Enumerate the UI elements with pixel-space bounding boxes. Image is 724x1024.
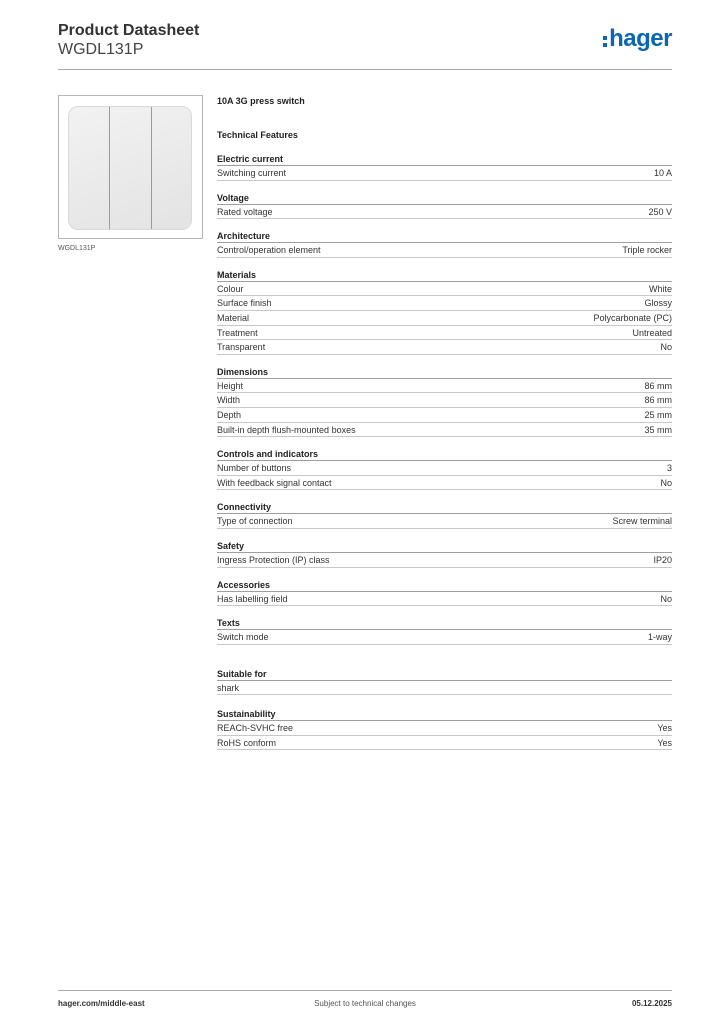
spec-label: Type of connection bbox=[217, 516, 293, 527]
spec-value: 250 V bbox=[648, 206, 672, 217]
spec-row bbox=[217, 630, 672, 645]
spec-row bbox=[217, 408, 672, 423]
product-code: WGDL131P bbox=[58, 41, 144, 58]
image-caption: WGDL131P bbox=[58, 245, 96, 252]
spec-label: RoHS conform bbox=[217, 737, 277, 748]
product-name: 10A 3G press switch bbox=[217, 96, 305, 106]
document-title: Product Datasheet bbox=[58, 22, 200, 39]
spec-sections bbox=[217, 152, 672, 750]
spec-label: Width bbox=[217, 395, 241, 406]
spec-row bbox=[217, 476, 672, 491]
spec-value: Screw terminal bbox=[612, 516, 672, 527]
section-title: Voltage bbox=[217, 191, 672, 205]
spec-label: Control/operation element bbox=[217, 245, 321, 256]
spec-value: Glossy bbox=[644, 298, 672, 309]
spec-value: No bbox=[660, 342, 672, 353]
spec-label: Switch mode bbox=[217, 632, 269, 643]
product-image bbox=[58, 95, 203, 239]
spec-value: IP20 bbox=[653, 554, 672, 565]
footer-date: 05.12.2025 bbox=[631, 999, 672, 1008]
spec-label: Height bbox=[217, 380, 244, 391]
spec-value: 25 mm bbox=[644, 409, 672, 420]
section-title: Dimensions bbox=[217, 365, 672, 379]
section-title: Materials bbox=[217, 268, 672, 282]
spec-row bbox=[217, 379, 672, 394]
footer-notice: Subject to technical changes bbox=[314, 999, 416, 1008]
spec-section bbox=[217, 539, 672, 568]
spec-row bbox=[217, 553, 672, 568]
spec-value: 3 bbox=[666, 463, 672, 474]
spec-section bbox=[217, 578, 672, 607]
spec-value: White bbox=[648, 283, 672, 294]
spec-label: Material bbox=[217, 312, 250, 323]
spec-label: Number of buttons bbox=[217, 463, 292, 474]
hager-logo bbox=[603, 26, 672, 52]
spec-label: Ingress Protection (IP) class bbox=[217, 554, 330, 565]
spec-section bbox=[217, 667, 672, 696]
spec-value: 10 A bbox=[653, 168, 672, 178]
section-title: Safety bbox=[217, 539, 672, 553]
section-title: Texts bbox=[217, 616, 672, 630]
spec-row bbox=[217, 326, 672, 341]
spec-row bbox=[217, 461, 672, 476]
section-title: Suitable for bbox=[217, 667, 672, 681]
spec-label: Colour bbox=[217, 283, 244, 294]
technical-features-title: Technical Features bbox=[217, 130, 298, 140]
spec-label: Built-in depth flush-mounted boxes bbox=[217, 424, 356, 435]
spec-section bbox=[217, 365, 672, 437]
logo-text: hager bbox=[609, 25, 672, 52]
spec-section bbox=[217, 500, 672, 529]
spec-row bbox=[217, 514, 672, 529]
spec-value: No bbox=[660, 593, 672, 604]
rocker-divider bbox=[151, 107, 152, 229]
footer-website: hager.com/middle-east bbox=[58, 999, 145, 1008]
spec-row bbox=[217, 681, 672, 696]
spec-value: Polycarbonate (PC) bbox=[593, 312, 672, 323]
spec-label: Has labelling field bbox=[217, 593, 288, 604]
spec-label: REACh-SVHC free bbox=[217, 723, 294, 734]
page-header bbox=[58, 22, 672, 70]
spec-label: With feedback signal contact bbox=[217, 477, 332, 488]
spec-row bbox=[217, 243, 672, 258]
section-title: Accessories bbox=[217, 578, 672, 592]
spec-value: Yes bbox=[657, 737, 672, 748]
logo-colon-icon bbox=[603, 36, 607, 47]
spec-section bbox=[217, 616, 672, 645]
spec-label: Rated voltage bbox=[217, 206, 273, 217]
spec-table bbox=[217, 94, 672, 750]
spec-row bbox=[217, 282, 672, 297]
spec-label: Switching current bbox=[217, 168, 287, 178]
spec-section bbox=[217, 707, 672, 750]
spec-section bbox=[217, 152, 672, 181]
section-title: Controls and indicators bbox=[217, 447, 672, 461]
spec-row bbox=[217, 736, 672, 751]
section-title: Electric current bbox=[217, 152, 672, 166]
page-footer bbox=[58, 990, 672, 1014]
spec-row bbox=[217, 592, 672, 607]
spec-value: 1-way bbox=[647, 632, 672, 643]
spec-label: shark bbox=[217, 682, 240, 693]
spec-section bbox=[217, 191, 672, 220]
spec-value: Triple rocker bbox=[622, 245, 672, 256]
spec-label: Transparent bbox=[217, 342, 266, 353]
spec-label: Treatment bbox=[217, 327, 258, 338]
spec-row bbox=[217, 340, 672, 355]
spec-row bbox=[217, 721, 672, 736]
section-title: Sustainability bbox=[217, 707, 672, 721]
spec-section bbox=[217, 447, 672, 490]
spec-row bbox=[217, 393, 672, 408]
spec-row bbox=[217, 423, 672, 438]
spec-section bbox=[217, 268, 672, 355]
triple-rocker-switch-image bbox=[68, 106, 192, 230]
section-title: Architecture bbox=[217, 229, 672, 243]
spec-value: 86 mm bbox=[644, 380, 672, 391]
spec-row bbox=[217, 311, 672, 326]
spec-section bbox=[217, 229, 672, 258]
spec-value: 86 mm bbox=[644, 395, 672, 406]
spec-row bbox=[217, 296, 672, 311]
spec-row bbox=[217, 166, 672, 181]
section-title: Connectivity bbox=[217, 500, 672, 514]
spec-label: Depth bbox=[217, 409, 242, 420]
spec-value: Yes bbox=[657, 723, 672, 734]
spec-label: Surface finish bbox=[217, 298, 272, 309]
spec-value: No bbox=[660, 477, 672, 488]
rocker-divider bbox=[109, 107, 110, 229]
spec-value: Untreated bbox=[632, 327, 672, 338]
spec-value: 35 mm bbox=[644, 424, 672, 435]
spec-row bbox=[217, 205, 672, 220]
